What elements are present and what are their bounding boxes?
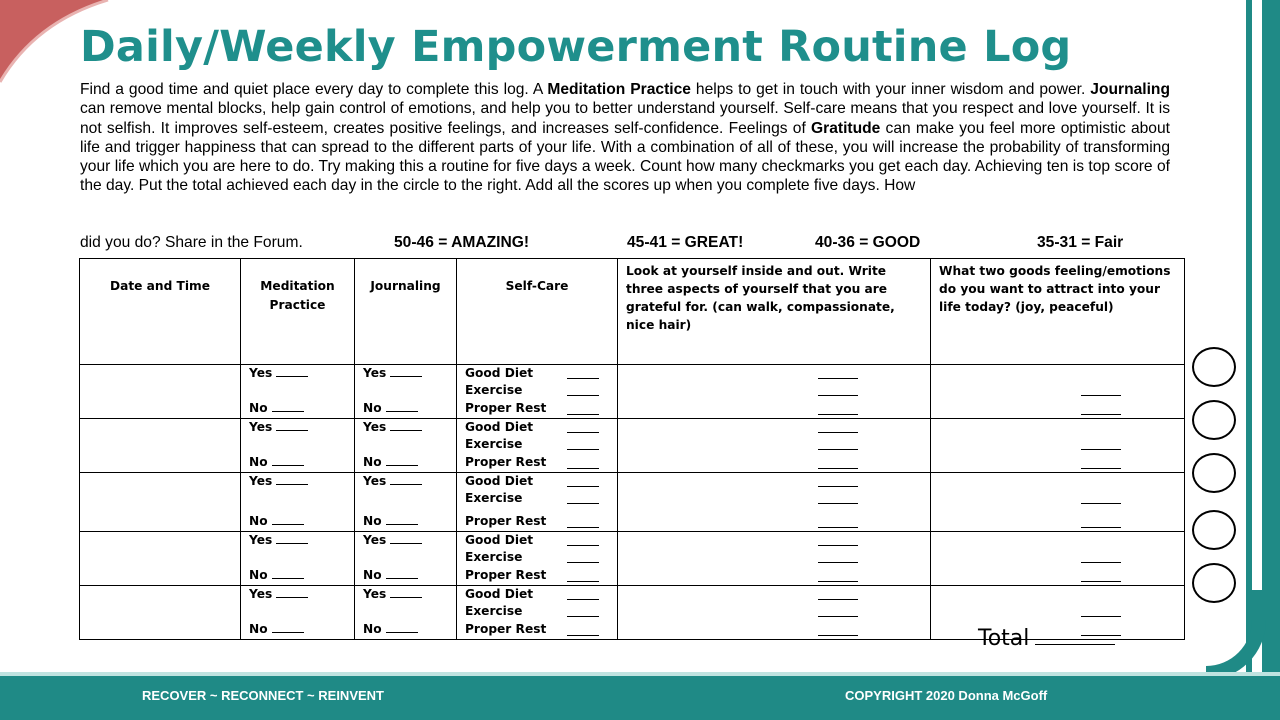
goods-blank[interactable]	[1081, 527, 1121, 528]
total-blank[interactable]	[1035, 626, 1115, 645]
exercise-line	[465, 549, 522, 566]
intro-bold-gratitude: Gratitude	[811, 119, 881, 137]
table-row	[80, 532, 1185, 586]
proper-rest-label: Proper Rest	[465, 514, 547, 528]
no-blank[interactable]	[386, 621, 418, 633]
total-label: Total	[978, 626, 1030, 651]
yes-label: Yes	[363, 366, 387, 380]
no-label: No	[249, 622, 268, 636]
good-diet-line	[465, 365, 533, 382]
no-label: No	[249, 455, 268, 469]
yes-blank[interactable]	[390, 419, 422, 431]
proper-rest-line	[465, 567, 546, 584]
journaling-cell	[355, 419, 457, 473]
no-line	[249, 400, 304, 417]
no-line	[363, 513, 418, 530]
gratitude-blank[interactable]	[818, 545, 858, 546]
good-diet-blank[interactable]	[567, 432, 599, 433]
selfcare-cell	[457, 419, 618, 473]
yes-label: Yes	[363, 533, 387, 547]
daily-score-circle[interactable]	[1192, 400, 1236, 440]
proper-rest-label: Proper Rest	[465, 568, 547, 582]
goods-blank[interactable]	[1081, 395, 1121, 396]
no-line	[363, 567, 418, 584]
exercise-label: Exercise	[465, 550, 523, 564]
gratitude-blank[interactable]	[818, 581, 858, 582]
table-row	[80, 365, 1185, 419]
exercise-line	[465, 436, 522, 453]
goods-blank[interactable]	[1081, 562, 1121, 563]
gratitude-blank[interactable]	[818, 395, 858, 396]
goods-blank[interactable]	[1081, 616, 1121, 617]
no-line	[249, 513, 304, 530]
yes-blank[interactable]	[276, 419, 308, 431]
exercise-label: Exercise	[465, 491, 523, 505]
intro-text: helps to get in touch with your inner wisdom and power.	[690, 81, 1091, 98]
yes-line	[363, 419, 422, 436]
good-diet-line	[465, 419, 533, 436]
daily-score-circle[interactable]	[1192, 453, 1236, 493]
exercise-line	[465, 603, 522, 620]
exercise-label: Exercise	[465, 604, 523, 618]
yes-line	[363, 586, 422, 603]
no-label: No	[249, 401, 268, 415]
page-title: Daily/Weekly Empowerment Routine Log	[80, 22, 1072, 72]
gratitude-blank[interactable]	[818, 378, 858, 379]
gratitude-cell	[618, 473, 931, 532]
good-diet-label: Good Diet	[465, 366, 534, 380]
gratitude-blank[interactable]	[818, 468, 858, 469]
good-diet-label: Good Diet	[465, 474, 534, 488]
selfcare-cell	[457, 365, 618, 419]
gratitude-blank[interactable]	[818, 432, 858, 433]
exercise-blank[interactable]	[567, 395, 599, 396]
yes-line	[249, 586, 308, 603]
gratitude-blank[interactable]	[818, 599, 858, 600]
exercise-line	[465, 490, 522, 507]
good-diet-blank[interactable]	[567, 545, 599, 546]
table-row	[80, 473, 1185, 532]
proper-rest-label: Proper Rest	[465, 401, 547, 415]
yes-label: Yes	[249, 587, 273, 601]
no-label: No	[363, 401, 382, 415]
goods-cell	[931, 473, 1185, 532]
exercise-blank[interactable]	[567, 503, 599, 504]
no-line	[363, 454, 418, 471]
proper-rest-line	[465, 400, 546, 417]
meditation-cell	[241, 473, 355, 532]
good-diet-line	[465, 586, 533, 603]
yes-blank[interactable]	[390, 532, 422, 544]
daily-score-circle[interactable]	[1192, 510, 1236, 550]
meditation-cell	[241, 419, 355, 473]
good-diet-label: Good Diet	[465, 533, 534, 547]
good-diet-label: Good Diet	[465, 420, 534, 434]
score-lead: did you do? Share in the Forum.	[80, 234, 303, 251]
yes-label: Yes	[363, 420, 387, 434]
no-blank[interactable]	[272, 567, 304, 579]
date-cell[interactable]	[80, 419, 241, 473]
gratitude-blank[interactable]	[818, 449, 858, 450]
exercise-line	[465, 382, 522, 399]
date-cell[interactable]	[80, 473, 241, 532]
no-blank[interactable]	[272, 400, 304, 412]
footer-copyright: COPYRIGHT 2020 Donna McGoff	[845, 688, 1048, 703]
gratitude-blank[interactable]	[818, 616, 858, 617]
journaling-cell	[355, 586, 457, 640]
intro-bold-meditation: Meditation Practice	[547, 81, 691, 98]
daily-score-circle[interactable]	[1192, 563, 1236, 603]
yes-blank[interactable]	[276, 365, 308, 377]
no-blank[interactable]	[272, 454, 304, 466]
footer-band	[0, 672, 1280, 676]
score-amazing: 50-46 = AMAZING!	[394, 234, 530, 251]
exercise-blank[interactable]	[567, 562, 599, 563]
intro-paragraph	[80, 80, 1170, 196]
yes-label: Yes	[363, 474, 387, 488]
exercise-label: Exercise	[465, 437, 523, 451]
proper-rest-blank[interactable]	[567, 581, 599, 582]
goods-blank[interactable]	[1081, 468, 1121, 469]
good-diet-blank[interactable]	[567, 378, 599, 379]
intro-bold-journaling: Journaling	[1090, 81, 1170, 98]
good-diet-line	[465, 532, 533, 549]
yes-blank[interactable]	[390, 586, 422, 598]
proper-rest-label: Proper Rest	[465, 455, 547, 469]
good-diet-label: Good Diet	[465, 587, 534, 601]
goods-cell	[931, 365, 1185, 419]
date-cell[interactable]	[80, 365, 241, 419]
selfcare-cell	[457, 586, 618, 640]
no-blank[interactable]	[386, 567, 418, 579]
no-blank[interactable]	[386, 513, 418, 525]
selfcare-cell	[457, 473, 618, 532]
yes-label: Yes	[249, 366, 273, 380]
no-label: No	[363, 622, 382, 636]
gratitude-blank[interactable]	[818, 414, 858, 415]
header-date: Date and Time	[80, 259, 241, 365]
good-diet-line	[465, 473, 533, 490]
gratitude-blank[interactable]	[818, 503, 858, 504]
gratitude-blank[interactable]	[818, 635, 858, 636]
total-field[interactable]	[978, 626, 1115, 651]
yes-blank[interactable]	[276, 473, 308, 485]
table-row	[80, 419, 1185, 473]
exercise-label: Exercise	[465, 383, 523, 397]
selfcare-cell	[457, 532, 618, 586]
gratitude-cell	[618, 365, 931, 419]
no-label: No	[363, 568, 382, 582]
proper-rest-line	[465, 513, 546, 530]
footer-bar	[0, 672, 1280, 720]
no-blank[interactable]	[272, 621, 304, 633]
proper-rest-line	[465, 454, 546, 471]
no-line	[249, 454, 304, 471]
gratitude-cell	[618, 532, 931, 586]
goods-cell	[931, 419, 1185, 473]
goods-blank[interactable]	[1081, 581, 1121, 582]
goods-cell	[931, 532, 1185, 586]
journaling-cell	[355, 365, 457, 419]
no-label: No	[249, 568, 268, 582]
routine-log-table	[79, 258, 1185, 640]
good-diet-blank[interactable]	[567, 599, 599, 600]
no-blank[interactable]	[386, 454, 418, 466]
yes-label: Yes	[249, 533, 273, 547]
exercise-blank[interactable]	[567, 449, 599, 450]
goods-blank[interactable]	[1081, 449, 1121, 450]
no-line	[249, 621, 304, 638]
no-line	[363, 621, 418, 638]
no-label: No	[363, 514, 382, 528]
yes-blank[interactable]	[276, 532, 308, 544]
yes-label: Yes	[249, 420, 273, 434]
score-fair: 35-31 = Fair	[1037, 234, 1124, 251]
proper-rest-blank[interactable]	[567, 468, 599, 469]
exercise-blank[interactable]	[567, 616, 599, 617]
gratitude-cell	[618, 586, 931, 640]
meditation-cell	[241, 586, 355, 640]
footer-tagline: RECOVER ~ RECONNECT ~ REINVENT	[142, 688, 384, 703]
yes-line	[363, 532, 422, 549]
yes-blank[interactable]	[390, 365, 422, 377]
yes-line	[249, 365, 308, 382]
yes-label: Yes	[363, 587, 387, 601]
header-journaling: Journaling	[355, 259, 457, 365]
header-goods: What two goods feeling/emotions do you want to attract into your life today? (joy, peaceful)	[931, 259, 1185, 365]
no-label: No	[249, 514, 268, 528]
gratitude-blank[interactable]	[818, 562, 858, 563]
table-header-row	[80, 259, 1185, 365]
gratitude-cell	[618, 419, 931, 473]
proper-rest-label: Proper Rest	[465, 622, 547, 636]
no-label: No	[363, 455, 382, 469]
proper-rest-blank[interactable]	[567, 527, 599, 528]
intro-text: can remove mental blocks, help gain control of emotions, and help you to better understand yourself. Self-care means that you respect and love yourself. It is not selfish. It improves self-esteem, creates positive feelings, and increases self-confidence. Feelings of	[80, 100, 1170, 137]
daily-score-circle[interactable]	[1192, 347, 1236, 387]
score-great: 45-41 = GREAT!	[627, 234, 744, 251]
yes-blank[interactable]	[390, 473, 422, 485]
no-blank[interactable]	[272, 513, 304, 525]
date-cell[interactable]	[80, 586, 241, 640]
yes-line	[249, 473, 308, 490]
score-good: 40-36 = GOOD	[815, 234, 921, 251]
header-selfcare: Self-Care	[457, 259, 618, 365]
journaling-cell	[355, 532, 457, 586]
meditation-cell	[241, 532, 355, 586]
meditation-cell	[241, 365, 355, 419]
header-meditation: Meditation Practice	[241, 259, 355, 365]
no-blank[interactable]	[386, 400, 418, 412]
header-gratitude: Look at yourself inside and out. Write three aspects of yourself that you are grateful for. (can walk, compassionate, nice hair)	[618, 259, 931, 365]
gratitude-blank[interactable]	[818, 527, 858, 528]
proper-rest-blank[interactable]	[567, 635, 599, 636]
yes-line	[363, 365, 422, 382]
goods-blank[interactable]	[1081, 414, 1121, 415]
intro-text: can make you feel more optimistic about life and trigger happiness that can spread to the different parts of your life. With a combination of all of these, you will increase the probability of transforming your life which you are here to do. Try making this a routine for five days a week. Count how many checkmarks you get each day. Achieving ten is top score of the day. Put the total achieved each day in the circle to the right. Add all the scores up when you complete five days. How	[80, 119, 1170, 195]
gratitude-blank[interactable]	[818, 486, 858, 487]
good-diet-blank[interactable]	[567, 486, 599, 487]
date-cell[interactable]	[80, 532, 241, 586]
proper-rest-line	[465, 621, 546, 638]
yes-line	[249, 532, 308, 549]
no-line	[249, 567, 304, 584]
yes-line	[363, 473, 422, 490]
goods-blank[interactable]	[1081, 503, 1121, 504]
journaling-cell	[355, 473, 457, 532]
proper-rest-blank[interactable]	[567, 414, 599, 415]
yes-line	[249, 419, 308, 436]
yes-blank[interactable]	[276, 586, 308, 598]
intro-text: Find a good time and quiet place every day to complete this log. A	[80, 81, 548, 98]
yes-label: Yes	[249, 474, 273, 488]
no-line	[363, 400, 418, 417]
